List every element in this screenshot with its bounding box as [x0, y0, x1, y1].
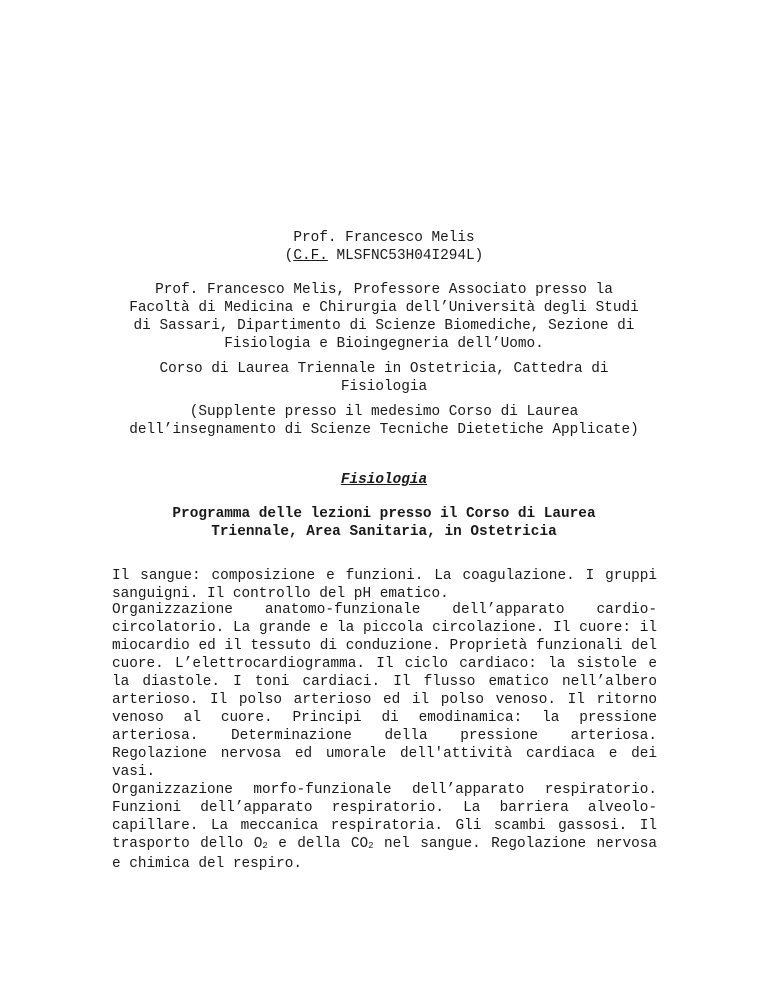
tax-code-open-paren: ( — [284, 248, 294, 264]
program-heading-line: Programma delle lezioni presso il Corso di Laurea — [172, 506, 596, 522]
affiliation-line: di Sassari, Dipartimento di Scienze Biomediche, Sezione di — [133, 318, 635, 334]
program-heading-line: Triennale, Area Sanitaria, in Ostetricia — [211, 524, 557, 540]
respiratory-text-part: e della CO — [267, 836, 369, 852]
subject-title: Fisiologia — [340, 472, 428, 488]
course-paragraph — [100, 360, 668, 396]
course-line: Corso di Laurea Triennale in Ostetricia, Cattedra di — [159, 361, 609, 377]
tax-code-value: MLSFNC53H04I294L) — [327, 248, 484, 264]
author-name: Prof. Francesco Melis — [293, 230, 475, 246]
respiratory-text-part: nel sangue. Regolazione nervosa e chimica del respiro. — [112, 836, 657, 872]
affiliation-line: Prof. Francesco Melis, Professore Associato presso la — [155, 282, 613, 298]
syllabus-paragraph-respiratory — [112, 781, 657, 873]
affiliation-line: Facoltà di Medicina e Chirurgia dell’Università degli Studi — [129, 300, 639, 316]
syllabus-paragraph-cardiovascular: Organizzazione anatomo-funzionale dell’apparato cardio-circolatorio. La grande e la piccola circolazione. Il cuore: il miocardio ed il tessuto di conduzione. Proprietà funzionali del cuore. L’elettrocardiogramma. Il ciclo cardiaco: la sistole e la diastole. I toni cardiaci. Il flusso ematico nell’albero arterioso. Il polso arterioso ed il polso venoso. Il ritorno venoso al cuore. Principi di emodinamica: la pressione arteriosa. Determinazione della pressione arteriosa. Regolazione nervosa ed umorale dell'attività cardiaca e dei vasi. — [112, 602, 657, 780]
tax-code-line — [100, 247, 668, 265]
course-line: Fisiologia — [340, 379, 428, 395]
program-heading — [100, 505, 668, 541]
supplente-paragraph — [80, 403, 688, 439]
supplente-line: (Supplente presso il medesimo Corso di Laurea — [189, 404, 579, 420]
oxygen-subscript: 2 — [262, 841, 268, 851]
respiratory-text-part: Organizzazione morfo-funzionale dell’apparato respiratorio. Funzioni dell’apparato respiratorio. La barriera alveolo-capillare. La meccanica respiratoria. Gli scambi gassosi. Il trasporto dello O — [112, 782, 657, 852]
syllabus-paragraph-blood: Il sangue: composizione e funzioni. La coagulazione. I gruppi sanguigni. Il controllo del pH ematico. — [112, 568, 657, 602]
affiliation-paragraph — [100, 281, 668, 353]
tax-code-label: C.F. — [293, 248, 328, 264]
supplente-line: dell’insegnamento di Scienze Tecniche Dietetiche Applicate) — [129, 422, 639, 438]
carbon-dioxide-subscript: 2 — [368, 841, 374, 851]
affiliation-line: Fisiologia e Bioingegneria dell’Uomo. — [224, 336, 544, 352]
